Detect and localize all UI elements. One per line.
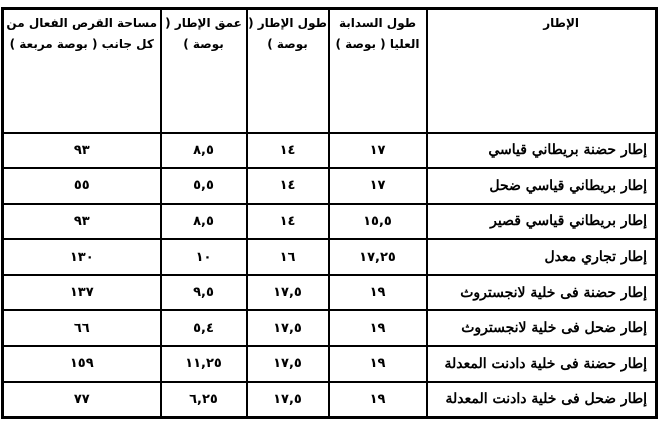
cell-comb-area: ٧٧ xyxy=(3,382,161,418)
table-header-row xyxy=(3,9,657,133)
frame-dimensions-table xyxy=(1,7,658,419)
cell-frame: إطار حضنة فى خلية لانجستروث xyxy=(427,275,657,311)
cell-top-bar-width: ١٩ xyxy=(329,346,427,382)
cell-top-bar-width: ١٩ xyxy=(329,382,427,418)
cell-comb-area: ٦٦ xyxy=(3,310,161,346)
table-row xyxy=(3,133,657,169)
cell-frame-length: ١٤ xyxy=(247,204,329,240)
table-row xyxy=(3,382,657,418)
cell-frame-length: ١٦ xyxy=(247,239,329,275)
cell-frame-length: ١٧,٥ xyxy=(247,310,329,346)
table-row xyxy=(3,204,657,240)
cell-top-bar-width: ١٥,٥ xyxy=(329,204,427,240)
cell-frame: إطار حضنة فى خلية دادنت المعدلة xyxy=(427,346,657,382)
cell-frame: إطار ضحل فى خلية دادنت المعدلة xyxy=(427,382,657,418)
cell-frame: إطار تجاري معدل xyxy=(427,239,657,275)
cell-frame-depth: ١١,٢٥ xyxy=(161,346,247,382)
cell-top-bar-width: ١٩ xyxy=(329,275,427,311)
cell-comb-area: ٩٣ xyxy=(3,133,161,169)
cell-frame: إطار حضنة بريطاني قياسي xyxy=(427,133,657,169)
cell-frame-depth: ٨,٥ xyxy=(161,133,247,169)
cell-frame-depth: ٩,٥ xyxy=(161,275,247,311)
cell-frame-depth: ٥,٥ xyxy=(161,168,247,204)
cell-frame-length: ١٧,٥ xyxy=(247,275,329,311)
header-frame: الإطار xyxy=(427,9,657,133)
header-comb-area: مساحة القرص الفعال من كل جانب ( بوصة مربعة ) xyxy=(3,9,161,133)
cell-comb-area: ١٣٠ xyxy=(3,239,161,275)
header-top-bar-width: طول السدابة العليا ( بوصة ) xyxy=(329,9,427,133)
cell-comb-area: ١٥٩ xyxy=(3,346,161,382)
cell-comb-area: ٥٥ xyxy=(3,168,161,204)
cell-frame: إطار بريطاني قياسي قصير xyxy=(427,204,657,240)
cell-comb-area: ٩٣ xyxy=(3,204,161,240)
table-row xyxy=(3,275,657,311)
cell-comb-area: ١٣٧ xyxy=(3,275,161,311)
cell-top-bar-width: ١٩ xyxy=(329,310,427,346)
cell-frame-length: ١٧,٥ xyxy=(247,382,329,418)
table-row xyxy=(3,168,657,204)
cell-frame-depth: ٥,٤ xyxy=(161,310,247,346)
cell-frame-depth: ٨,٥ xyxy=(161,204,247,240)
cell-frame: إطار ضحل فى خلية لانجستروث xyxy=(427,310,657,346)
table-row xyxy=(3,310,657,346)
cell-frame-length: ١٤ xyxy=(247,168,329,204)
cell-frame-depth: ٦,٢٥ xyxy=(161,382,247,418)
table-row xyxy=(3,346,657,382)
cell-top-bar-width: ١٧,٢٥ xyxy=(329,239,427,275)
cell-top-bar-width: ١٧ xyxy=(329,168,427,204)
table-row xyxy=(3,239,657,275)
header-frame-depth: عمق الإطار ( بوصة ) xyxy=(161,9,247,133)
cell-frame-depth: ١٠ xyxy=(161,239,247,275)
cell-frame-length: ١٧,٥ xyxy=(247,346,329,382)
cell-frame-length: ١٤ xyxy=(247,133,329,169)
cell-frame: إطار بريطاني قياسي ضحل xyxy=(427,168,657,204)
header-frame-length: طول الإطار ( بوصة ) xyxy=(247,9,329,133)
cell-top-bar-width: ١٧ xyxy=(329,133,427,169)
